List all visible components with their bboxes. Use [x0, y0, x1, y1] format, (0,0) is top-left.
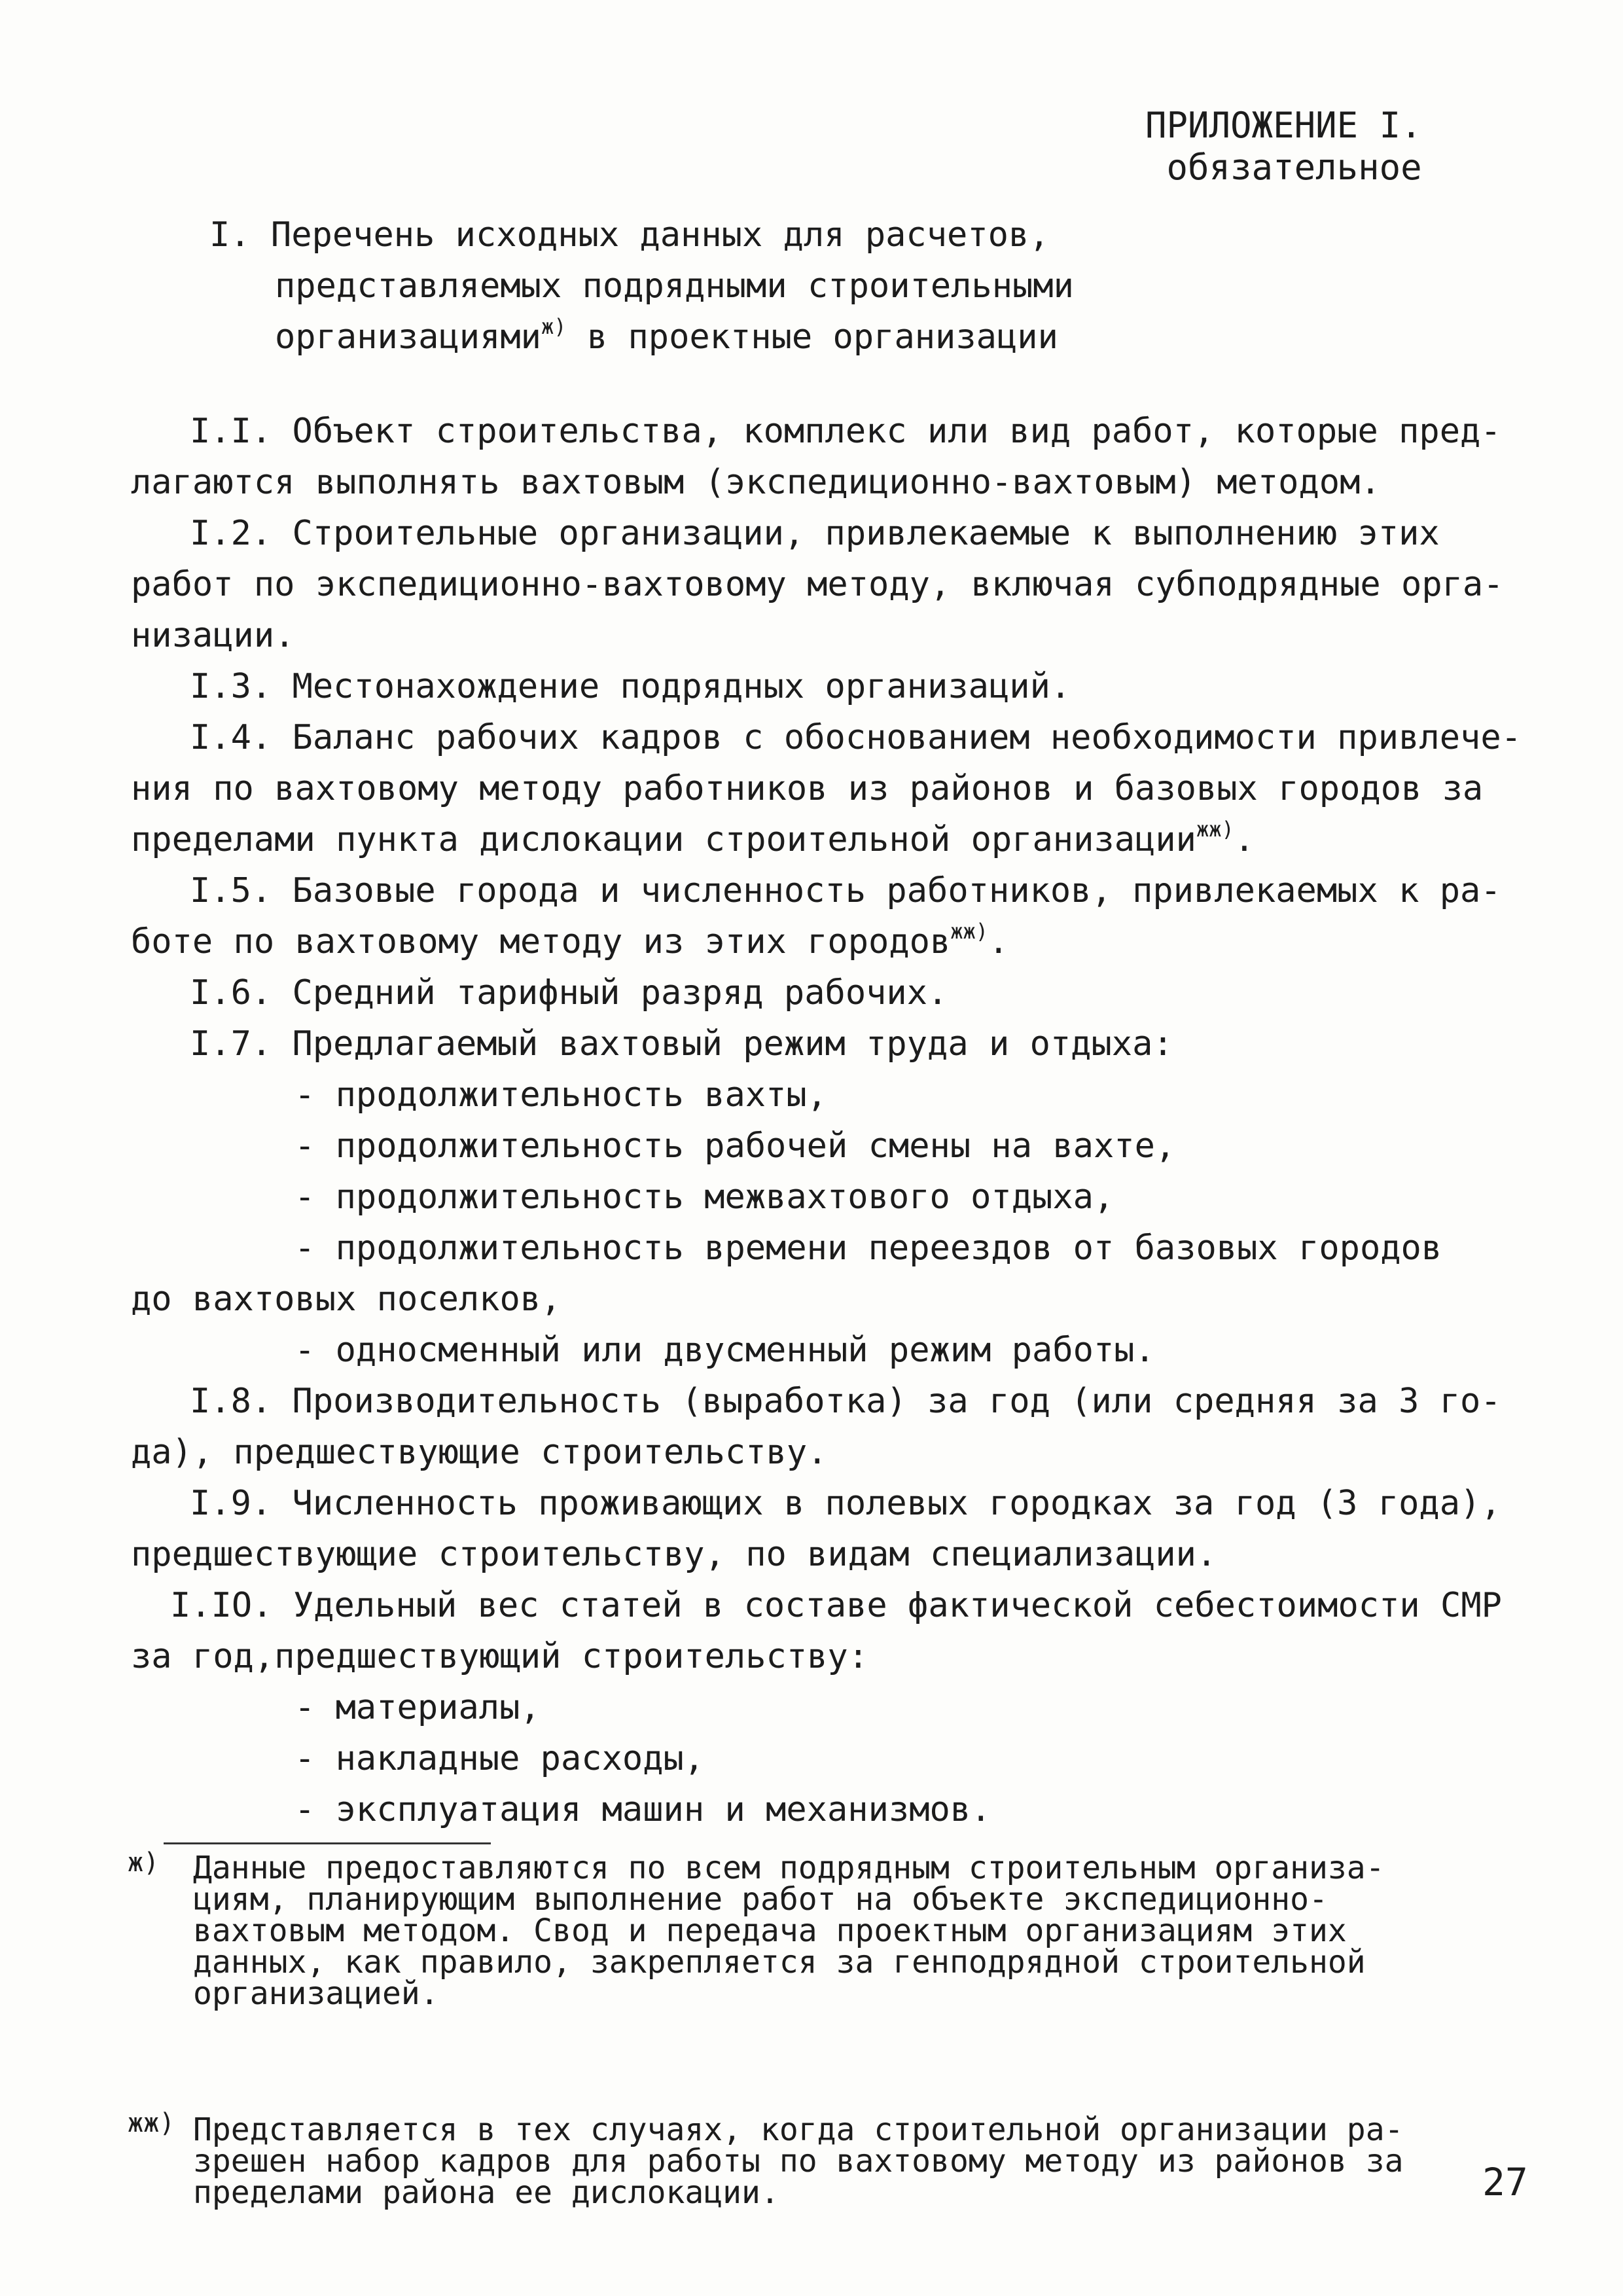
item-1-8-cont: да), предшествующие строительству.: [131, 1433, 828, 1472]
item-1-4-cont-2: [131, 814, 1492, 865]
item-1-4: I.4. Баланс рабочих кадров с обоснованием необходимости привлече-: [190, 718, 1522, 757]
item-1-9-cont: предшествующие строительству, по видам специализации.: [131, 1535, 1217, 1574]
footnote-1: [128, 1848, 1385, 2012]
appendix-subtitle: обязательное: [1166, 147, 1422, 188]
heading-line-1: I. Перечень исходных данных для расчетов,: [209, 215, 1050, 255]
footnote-1-line-5: организацией.: [193, 1975, 439, 2012]
item-1-10-dash-3: - эксплуатация машин и механизмов.: [294, 1790, 991, 1829]
item-1-9: I.9. Численность проживающих в полевых городках за год (3 года),: [190, 1484, 1501, 1523]
footnote-2-line-2: зрешен набор кадров для работы по вахтовому методу из районов за: [193, 2143, 1404, 2179]
item-1-7: I.7. Предлагаемый вахтовый режим труда и отдыха:: [190, 1024, 1173, 1064]
footnote-2-mark: жж): [128, 2108, 175, 2138]
item-1-2-cont: работ по экспедиционно-вахтовому методу, включая субподрядные орга-: [131, 565, 1504, 604]
item-1-3: I.3. Местонахождение подрядных организаций.: [190, 667, 1071, 706]
item-1-4-text: пределами пункта дислокации строительной организации: [131, 820, 1196, 859]
footnote-1-line-4: данных, как правило, закрепляется за генподрядной строительной: [193, 1944, 1366, 1981]
heading-line-3-text: организациями: [275, 317, 541, 357]
page-number: 27: [1482, 2160, 1528, 2204]
footnote-1-mark: ж): [128, 1848, 160, 1878]
item-1-1: I.I. Объект строительства, комплекс или вид работ, которые пред-: [190, 412, 1501, 451]
item-1-8: I.8. Производительность (выработка) за год (или средняя за 3 го-: [190, 1382, 1501, 1421]
footnote-2-line-3: пределами района ее дислокации.: [193, 2174, 779, 2211]
item-1-7-dash-2: - продолжительность рабочей смены на вахте,: [294, 1126, 1176, 1166]
item-1-7-dash-4: - продолжительность времени переездов от базовых городов: [294, 1229, 1442, 1268]
item-1-7-dash-4-cont: до вахтовых поселков,: [131, 1280, 562, 1319]
item-1-1-cont: лагаются выполнять вахтовым (экспедиционно-вахтовым) методом.: [131, 463, 1381, 502]
item-1-2-cont-2: низации.: [131, 616, 295, 655]
footnote-1-line-2: циям, планирующим выполнение работ на объекте экспедиционно-: [193, 1881, 1328, 1918]
document-body: [131, 406, 1522, 1835]
item-1-5-end: .: [988, 922, 1009, 961]
item-1-10: I.IO. Удельный вес статей в составе фактической себестоимости СМР: [170, 1586, 1502, 1625]
item-1-4-end: .: [1234, 820, 1255, 859]
item-1-5-text: боте по вахтовому методу из этих городов: [131, 922, 951, 961]
section-heading: [209, 209, 1074, 363]
footnote-divider: [164, 1842, 491, 1844]
footnote-1-line-3: вахтовым методом. Свод и передача проектным организациям этих: [193, 1912, 1347, 1949]
footnote-2-line-1: Представляется в тех случаях, когда строительной организации ра-: [193, 2111, 1404, 2148]
item-1-7-dash-1: - продолжительность вахты,: [294, 1075, 827, 1115]
footnote-2: [128, 2108, 1404, 2211]
item-1-5: I.5. Базовые города и численность работников, привлекаемых к ра-: [190, 871, 1501, 910]
footnote-ref-2: жж): [1196, 817, 1234, 842]
footnote-1-line-1: Данные предоставляются по всем подрядным строительным организа-: [193, 1850, 1385, 1886]
heading-line-2: представляемых подрядными строительными: [275, 266, 1074, 306]
item-1-2: I.2. Строительные организации, привлекаемые к выполнению этих: [190, 514, 1440, 553]
appendix-title: ПРИЛОЖЕНИЕ I.: [1145, 105, 1422, 146]
footnote-ref-1: ж): [541, 314, 567, 339]
item-1-5-cont: [131, 916, 1492, 967]
item-1-10-dash-2: - накладные расходы,: [294, 1739, 705, 1778]
item-1-10-dash-1: - материалы,: [294, 1688, 541, 1727]
item-1-6: I.6. Средний тарифный разряд рабочих.: [190, 973, 948, 1013]
heading-line-3: [209, 312, 1074, 363]
item-1-7-dash-5: - односменный или двусменный режим работы.: [294, 1331, 1155, 1370]
heading-line-3-text-end: в проектные организации: [566, 317, 1058, 357]
appendix-label: [1145, 105, 1422, 188]
item-1-4-cont: ния по вахтовому методу работников из районов и базовых городов за: [131, 769, 1484, 808]
footnote-ref-3: жж): [950, 919, 989, 944]
item-1-10-cont: за год,предшествующий строительству:: [131, 1637, 869, 1676]
item-1-7-dash-3: - продолжительность межвахтового отдыха,: [294, 1177, 1115, 1217]
